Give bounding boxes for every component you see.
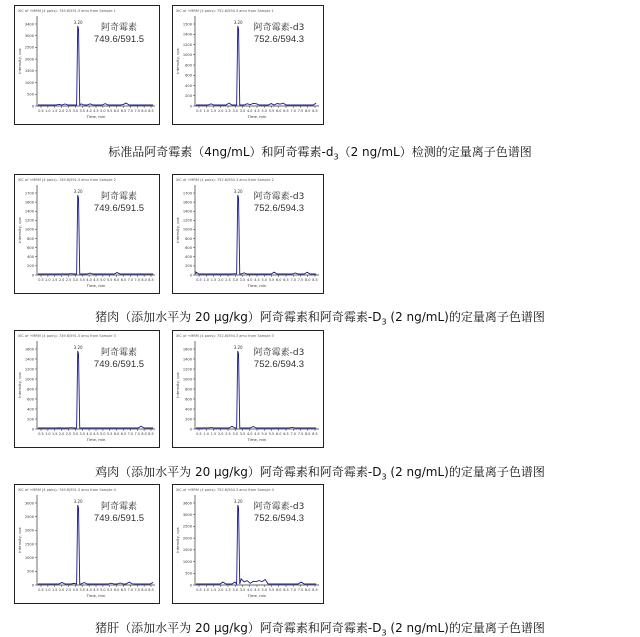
y-tick-label: 1200	[24, 367, 34, 372]
x-tick-label: 7.0	[290, 278, 296, 282]
x-tick-label: 2.0	[58, 588, 65, 592]
x-tick-label: 3.0	[232, 588, 238, 592]
compound-name: 阿奇霉素	[100, 23, 138, 33]
y-tick-label: 1000	[182, 377, 192, 382]
x-tick-label: 4.5	[93, 278, 99, 282]
x-tick-label: 1.0	[45, 278, 51, 282]
x-axis-label: Time, min	[86, 114, 106, 119]
mrm-transition: 752.6/594.3	[253, 203, 305, 214]
x-tick-label: 4.0	[86, 109, 92, 113]
x-tick-label: 3.0	[232, 432, 238, 436]
x-tick-label: 4.5	[93, 432, 99, 436]
x-tick-label: 5.0	[261, 588, 267, 592]
x-tick-label: 1.5	[52, 109, 58, 113]
x-tick-label: 3.5	[79, 109, 85, 113]
x-tick-label: 4.0	[86, 588, 92, 592]
panel-header-text: XIC of +MRM (4 pairs): 749.6/591.5 amu from Sample 3	[18, 334, 116, 338]
x-tick-label: 3.5	[239, 278, 246, 282]
chromatogram-svg	[173, 331, 323, 447]
y-tick-label: 600	[185, 245, 192, 250]
x-tick-label: 5.0	[261, 278, 267, 282]
x-tick-label: 4.5	[254, 278, 260, 282]
caption-row2-sub: 3	[381, 317, 387, 327]
x-tick-label: 8.0	[305, 432, 311, 436]
y-tick-label: 600	[27, 397, 34, 402]
x-tick-label: 1.5	[52, 432, 58, 436]
compound-name: 阿奇霉素	[100, 192, 138, 202]
caption-row4-pre: 猪肝（添加水平为 20 μg/kg）阿奇霉素和阿奇霉素-D	[95, 621, 382, 635]
x-tick-label: 8.0	[141, 588, 147, 592]
x-tick-label: 5.5	[268, 278, 275, 282]
x-tick-label: 1.0	[203, 278, 209, 282]
x-tick-label: 6.0	[113, 109, 120, 113]
compound-name: 阿奇霉素-d3	[253, 348, 305, 358]
chromatogram-row4-right	[172, 484, 324, 604]
x-tick-label: 7.0	[290, 109, 296, 113]
panel-header-text: XIC of +MRM (4 pairs): 752.6/594.3 amu from Sample 3	[176, 334, 274, 338]
chromatogram-row1-left	[14, 5, 160, 125]
panel-header-text: XIC of +MRM (4 pairs): 752.6/594.3 amu from Sample 4	[176, 488, 274, 492]
caption-row3	[0, 463, 640, 481]
x-tick-label: 3.5	[79, 588, 85, 592]
chromatogram-row1-right	[172, 5, 324, 125]
caption-row1-pre: 标准品阿奇霉素（4ng/mL）和阿奇霉素-d	[108, 145, 334, 159]
caption-row1-post: （2 ng/mL）检测的定量离子色谱图	[338, 145, 532, 159]
caption-row1-sub: 3	[333, 152, 339, 162]
x-tick-label: 5.5	[107, 109, 113, 113]
x-tick-label: 2.5	[225, 109, 231, 113]
x-tick-label: 7.0	[290, 432, 296, 436]
x-tick-label: 5.5	[107, 278, 113, 282]
compound-name: 阿奇霉素-d3	[253, 192, 305, 202]
y-tick-label: 500	[185, 571, 192, 576]
x-tick-label: 0.5	[196, 588, 202, 592]
x-tick-label: 2.5	[225, 588, 231, 592]
x-tick-label: 0.5	[38, 588, 44, 592]
caption-row2-pre: 猪肉（添加水平为 20 μg/kg）阿奇霉素和阿奇霉素-D	[95, 310, 382, 324]
chromatogram-svg	[173, 485, 323, 603]
x-tick-label: 7.5	[134, 109, 140, 113]
y-tick-label: 3000	[182, 513, 192, 518]
chromatogram-svg	[15, 175, 159, 293]
axes	[37, 341, 155, 429]
y-tick-label: 1400	[24, 357, 34, 362]
y-axis-label: Intensity, cps	[175, 217, 180, 243]
x-tick-label: 4.0	[86, 278, 92, 282]
x-tick-label: 8.0	[305, 109, 311, 113]
x-tick-label: 0.5	[196, 432, 202, 436]
y-tick-label: 2000	[24, 57, 34, 62]
x-tick-label: 7.0	[127, 588, 134, 592]
y-tick-label: 1200	[182, 218, 192, 223]
panel-header-text: XIC of +MRM (4 pairs): 749.6/591.5 amu from Sample 2	[18, 178, 116, 182]
caption-row1	[0, 143, 640, 161]
mrm-transition: 752.6/594.3	[253, 359, 305, 370]
y-tick-label: 200	[185, 94, 192, 99]
panel-header-text: XIC of +MRM (4 pairs): 752.6/594.3 amu from Sample 1	[176, 9, 274, 13]
y-tick-label: 400	[185, 407, 192, 412]
x-tick-label: 5.5	[268, 588, 275, 592]
peak-rt-label: 3.20	[73, 345, 83, 350]
x-tick-label: 5.5	[107, 432, 113, 436]
y-tick-label: 600	[185, 397, 192, 402]
x-axis-label: Time, min	[247, 437, 267, 442]
y-tick-label: 800	[185, 236, 192, 241]
y-tick-label: 400	[27, 407, 34, 412]
x-axis-label: Time, min	[247, 593, 267, 598]
y-tick-label: 400	[185, 255, 192, 260]
x-tick-label: 8.5	[312, 109, 318, 113]
compound-name: 阿奇霉素	[100, 348, 138, 358]
compound-name: 阿奇霉素-d3	[253, 23, 305, 33]
x-tick-label: 6.5	[120, 278, 127, 282]
y-tick-label: 1700	[24, 191, 34, 196]
y-tick-label: 0	[189, 583, 192, 588]
x-tick-label: 3.5	[79, 432, 85, 436]
x-tick-label: 8.0	[141, 432, 147, 436]
x-tick-label: 8.0	[305, 278, 311, 282]
x-tick-label: 2.0	[58, 109, 65, 113]
y-tick-label: 400	[27, 255, 34, 260]
x-tick-label: 3.0	[232, 278, 238, 282]
x-tick-label: 6.5	[120, 432, 127, 436]
x-tick-label: 4.5	[254, 432, 260, 436]
caption-row4-post: (2 ng/mL)的定量离子色谱图	[386, 621, 545, 635]
x-tick-label: 5.0	[100, 432, 106, 436]
x-tick-label: 1.0	[203, 588, 209, 592]
x-tick-label: 6.5	[283, 588, 289, 592]
compound-name: 阿奇霉素	[100, 502, 138, 512]
y-tick-label: 3000	[24, 501, 34, 506]
x-tick-label: 8.5	[148, 109, 154, 113]
axes	[37, 185, 155, 275]
y-tick-label: 1400	[182, 357, 192, 362]
x-tick-label: 0.5	[38, 432, 44, 436]
y-tick-label: 200	[27, 264, 34, 269]
y-tick-label: 3000	[24, 34, 34, 39]
y-tick-label: 1400	[24, 209, 34, 214]
y-tick-label: 0	[31, 273, 34, 278]
caption-row4	[0, 619, 640, 637]
x-tick-label: 6.5	[283, 432, 289, 436]
x-tick-label: 2.0	[58, 432, 65, 436]
chromatogram-svg	[15, 331, 159, 447]
x-tick-label: 2.5	[225, 278, 231, 282]
x-tick-label: 5.0	[100, 588, 106, 592]
y-axis-label: Intensity, cps	[17, 372, 22, 398]
x-tick-label: 5.0	[261, 432, 267, 436]
y-tick-label: 800	[185, 387, 192, 392]
x-axis-label: Time, min	[86, 437, 106, 442]
mrm-transition: 752.6/594.3	[253, 513, 305, 524]
mrm-transition: 752.6/594.3	[253, 34, 305, 45]
x-tick-label: 8.5	[148, 432, 154, 436]
x-tick-label: 1.5	[210, 109, 217, 113]
compound-name: 阿奇霉素-d3	[253, 502, 305, 512]
peak-rt-label: 3.20	[73, 189, 83, 194]
y-tick-label: 0	[189, 273, 192, 278]
y-tick-label: 500	[27, 92, 34, 97]
peak-rt-label: 3.20	[233, 499, 243, 504]
x-axis-label: Time, min	[86, 593, 106, 598]
y-tick-label: 2500	[24, 514, 34, 519]
x-tick-label: 1.0	[45, 588, 51, 592]
y-tick-label: 1700	[182, 191, 192, 196]
y-tick-label: 2500	[24, 45, 34, 50]
y-axis-label: Intensity, cps	[17, 48, 22, 74]
axes	[37, 495, 155, 585]
x-tick-label: 3.5	[79, 278, 85, 282]
y-tick-label: 1200	[24, 218, 34, 223]
x-tick-label: 2.0	[58, 278, 65, 282]
x-tick-label: 5.0	[100, 109, 106, 113]
x-tick-label: 4.0	[247, 109, 253, 113]
chromatogram-svg	[173, 175, 323, 293]
y-axis-label: Intensity, cps	[17, 527, 22, 553]
caption-row2-post: (2 ng/mL)的定量离子色谱图	[386, 310, 545, 324]
x-tick-label: 5.5	[107, 588, 113, 592]
chromatogram-svg	[173, 6, 323, 124]
panel-header-text: XIC of +MRM (4 pairs): 749.6/591.5 amu from Sample 4	[18, 488, 116, 492]
y-tick-label: 0	[189, 104, 192, 109]
x-tick-label: 1.5	[52, 278, 58, 282]
chromatogram-row4-left	[14, 484, 160, 604]
caption-row3-post: (2 ng/mL)的定量离子色谱图	[386, 465, 545, 479]
mrm-transition: 749.6/591.5	[93, 203, 145, 214]
x-tick-label: 6.0	[113, 432, 120, 436]
y-axis-label: Intensity, cps	[17, 217, 22, 243]
x-tick-label: 7.5	[134, 432, 140, 436]
y-tick-label: 500	[27, 569, 34, 574]
y-tick-label: 800	[27, 236, 34, 241]
x-tick-label: 1.0	[203, 432, 209, 436]
x-tick-label: 6.5	[120, 588, 127, 592]
x-tick-label: 3.0	[72, 109, 79, 113]
y-tick-label: 1600	[182, 200, 192, 205]
x-tick-label: 5.5	[268, 432, 275, 436]
y-tick-label: 1000	[182, 53, 192, 58]
x-tick-label: 6.5	[283, 278, 289, 282]
y-tick-label: 3400	[24, 22, 34, 27]
mrm-transition: 749.6/591.5	[93, 34, 145, 45]
y-tick-label: 2000	[182, 536, 192, 541]
y-tick-label: 3600	[182, 501, 192, 506]
y-tick-label: 1200	[182, 367, 192, 372]
x-tick-label: 8.5	[148, 278, 154, 282]
x-tick-label: 4.0	[247, 588, 253, 592]
y-tick-label: 0	[189, 427, 192, 432]
caption-row2	[0, 308, 640, 326]
x-tick-label: 2.5	[225, 432, 231, 436]
x-tick-label: 1.0	[45, 432, 51, 436]
y-tick-label: 600	[185, 73, 192, 78]
x-tick-label: 3.5	[239, 109, 246, 113]
mrm-transition: 749.6/591.5	[93, 513, 145, 524]
y-axis-label: Intensity, cps	[175, 527, 180, 553]
x-tick-label: 2.5	[65, 432, 72, 436]
y-tick-label: 1600	[182, 347, 192, 352]
x-tick-label: 5.0	[100, 278, 106, 282]
panel-header-text: XIC of +MRM (4 pairs): 749.6/591.5 amu from Sample 1	[18, 9, 116, 13]
x-tick-label: 7.0	[290, 588, 296, 592]
axes	[37, 16, 155, 106]
y-tick-label: 1000	[182, 227, 192, 232]
x-tick-label: 4.0	[247, 432, 253, 436]
x-tick-label: 4.0	[86, 432, 92, 436]
x-tick-label: 8.0	[141, 278, 147, 282]
x-tick-label: 3.5	[239, 588, 246, 592]
y-tick-label: 800	[27, 387, 34, 392]
x-tick-label: 4.5	[254, 588, 260, 592]
chromatogram-row3-left	[14, 330, 160, 448]
x-tick-label: 6.0	[276, 109, 282, 113]
x-tick-label: 7.0	[127, 432, 134, 436]
x-tick-label: 1.0	[45, 109, 51, 113]
x-tick-label: 7.5	[297, 109, 304, 113]
chromatogram-svg	[15, 485, 159, 603]
y-tick-label: 600	[27, 245, 34, 250]
y-axis-label: Intensity, cps	[175, 372, 180, 398]
x-tick-label: 7.0	[127, 278, 134, 282]
x-tick-label: 7.5	[134, 588, 140, 592]
x-tick-label: 7.5	[297, 588, 304, 592]
x-tick-label: 7.5	[134, 278, 140, 282]
x-tick-label: 6.0	[113, 278, 120, 282]
x-tick-label: 1.5	[52, 588, 58, 592]
x-tick-label: 2.0	[218, 109, 224, 113]
y-tick-label: 200	[27, 417, 34, 422]
y-tick-label: 1400	[182, 209, 192, 214]
x-tick-label: 1.5	[210, 588, 217, 592]
x-tick-label: 7.0	[127, 109, 134, 113]
x-tick-label: 6.5	[120, 109, 127, 113]
x-tick-label: 5.5	[268, 109, 275, 113]
x-tick-label: 6.0	[276, 278, 282, 282]
y-tick-label: 1500	[182, 22, 192, 27]
y-tick-label: 1500	[182, 548, 192, 553]
y-tick-label: 200	[185, 417, 192, 422]
x-tick-label: 0.5	[38, 109, 44, 113]
x-tick-label: 6.0	[276, 588, 282, 592]
chromatogram-row2-right	[172, 174, 324, 294]
y-tick-label: 2500	[182, 524, 192, 529]
x-tick-label: 7.5	[297, 432, 304, 436]
chromatogram-row3-right	[172, 330, 324, 448]
x-tick-label: 1.5	[210, 432, 217, 436]
peak-rt-label: 3.20	[233, 20, 243, 25]
x-tick-label: 0.5	[196, 278, 202, 282]
x-axis-label: Time, min	[86, 283, 106, 288]
x-tick-label: 2.5	[65, 588, 72, 592]
mrm-transition: 749.6/591.5	[93, 359, 145, 370]
peak-rt-label: 3.20	[233, 189, 243, 194]
x-tick-label: 3.0	[232, 109, 238, 113]
x-tick-label: 0.5	[38, 278, 44, 282]
x-tick-label: 2.5	[65, 278, 72, 282]
x-tick-label: 6.0	[113, 588, 120, 592]
y-tick-label: 1000	[24, 80, 34, 85]
y-tick-label: 1000	[24, 555, 34, 560]
chromatogram-row2-left	[14, 174, 160, 294]
y-tick-label: 1500	[24, 69, 34, 74]
x-tick-label: 3.5	[239, 432, 246, 436]
caption-row3-sub: 3	[381, 472, 387, 482]
y-tick-label: 2000	[24, 528, 34, 533]
y-tick-label: 1000	[24, 377, 34, 382]
x-tick-label: 3.0	[72, 588, 79, 592]
y-tick-label: 0	[31, 583, 34, 588]
x-tick-label: 2.0	[218, 432, 224, 436]
caption-row3-pre: 鸡肉（添加水平为 20 μg/kg）阿奇霉素和阿奇霉素-D	[95, 465, 382, 479]
x-axis-label: Time, min	[247, 283, 267, 288]
x-tick-label: 4.5	[93, 109, 99, 113]
y-tick-label: 200	[185, 264, 192, 269]
x-tick-label: 8.5	[312, 588, 318, 592]
x-tick-label: 2.0	[218, 588, 224, 592]
peak-rt-label: 3.20	[233, 345, 243, 350]
x-tick-label: 6.0	[276, 432, 282, 436]
x-axis-label: Time, min	[247, 114, 267, 119]
x-tick-label: 6.5	[283, 109, 289, 113]
x-tick-label: 8.5	[312, 432, 318, 436]
x-tick-label: 7.5	[297, 278, 304, 282]
y-axis-label: Intensity, cps	[175, 48, 180, 74]
x-tick-label: 2.0	[218, 278, 224, 282]
peak-rt-label: 3.20	[73, 499, 83, 504]
y-tick-label: 1600	[24, 347, 34, 352]
x-tick-label: 2.5	[65, 109, 72, 113]
y-tick-label: 0	[31, 427, 34, 432]
y-tick-label: 1600	[24, 200, 34, 205]
y-tick-label: 1400	[182, 32, 192, 37]
x-tick-label: 1.5	[210, 278, 217, 282]
y-tick-label: 1500	[24, 542, 34, 547]
caption-row4-sub: 3	[381, 628, 387, 637]
x-tick-label: 8.5	[312, 278, 318, 282]
x-tick-label: 1.0	[203, 109, 209, 113]
x-tick-label: 8.0	[141, 109, 147, 113]
x-tick-label: 8.0	[305, 588, 311, 592]
x-tick-label: 4.5	[93, 588, 99, 592]
y-tick-label: 400	[185, 83, 192, 88]
y-tick-label: 1000	[24, 227, 34, 232]
x-tick-label: 5.0	[261, 109, 267, 113]
x-tick-label: 0.5	[196, 109, 202, 113]
x-tick-label: 4.0	[247, 278, 253, 282]
x-tick-label: 3.0	[72, 278, 79, 282]
panel-header-text: XIC of +MRM (4 pairs): 752.6/594.3 amu from Sample 2	[176, 178, 274, 182]
x-tick-label: 4.5	[254, 109, 260, 113]
y-tick-label: 1200	[182, 42, 192, 47]
y-tick-label: 800	[185, 63, 192, 68]
x-tick-label: 8.5	[148, 588, 154, 592]
y-tick-label: 0	[31, 104, 34, 109]
chromatogram-svg	[15, 6, 159, 124]
y-tick-label: 1000	[182, 559, 192, 564]
peak-rt-label: 3.20	[73, 20, 83, 25]
x-tick-label: 3.0	[72, 432, 79, 436]
